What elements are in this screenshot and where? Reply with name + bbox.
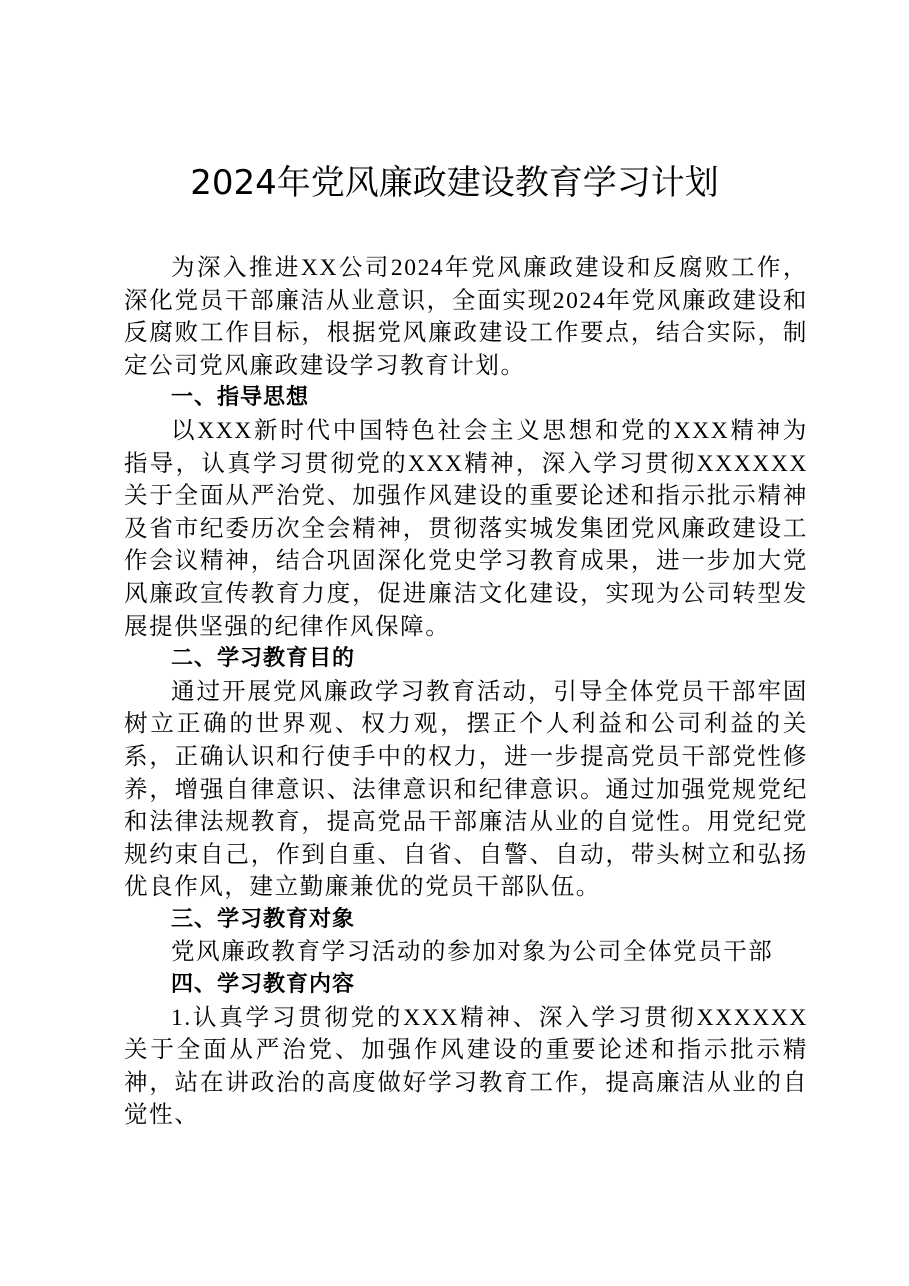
intro-paragraph: 为深入推进XX公司2024年党风廉政建设和反腐败工作，深化党员干部廉洁从业意识，全面实现2024年党风廉政建设和反腐败工作目标，根据党风廉政建设工作要点，结合实际，制定公司党风廉政建设学习教育计划。 [124,255,808,379]
document-body [124,252,808,1132]
section-heading-content: 四、学习教育内容 [171,972,356,998]
document-title: 2024年党风廉政建设教育学习计划 [190,163,719,203]
section-paragraph-guiding-ideology: 以XXX新时代中国特色社会主义思想和党的XXX精神为指导，认真学习贯彻党的XXX精神，深入学习贯彻XXXXXX关于全面从严治党、加强作风建设的重要论述和指示批示精神及省市纪委历次全会精神，贯彻落实城发集团党风廉政建设工作会议精神，结合巩固深化党史学习教育成果，进一步加大党风廉政宣传教育力度，促进廉洁文化建设，实现为公司转型发展提供坚强的纪律作风保障。 [124,417,808,640]
section-paragraph-content: 1.认真学习贯彻党的XXX精神、深入学习贯彻XXXXXX关于全面从严治党、加强作风建设的重要论述和指示批示精神，站在讲政治的高度做好学习教育工作，提高廉洁从业的自觉性、 [124,1004,808,1129]
section-paragraph-audience: 党风廉政教育学习活动的参加对象为公司全体党员干部 [171,939,774,966]
section-heading-purpose: 二、学习教育目的 [171,646,356,672]
section-paragraph-purpose: 通过开展党风廉政学习教育活动，引导全体党员干部牢固树立正确的世界观、权力观，摆正个人利益和公司利益的关系，正确认识和行使手中的权力，进一步提高党员干部党性修养，增强自律意识、法律意识和纪律意识。通过加强党规党纪和法律法规教育，提高党品干部廉洁从业的自觉性。用党纪党规约束自己，作到自重、自省、自警、自动，带头树立和弘扬优良作风，建立勤廉兼优的党员干部队伍。 [124,678,808,901]
section-heading-audience: 三、学习教育对象 [171,906,356,932]
section-heading-guiding-ideology: 一、指导思想 [171,385,310,411]
